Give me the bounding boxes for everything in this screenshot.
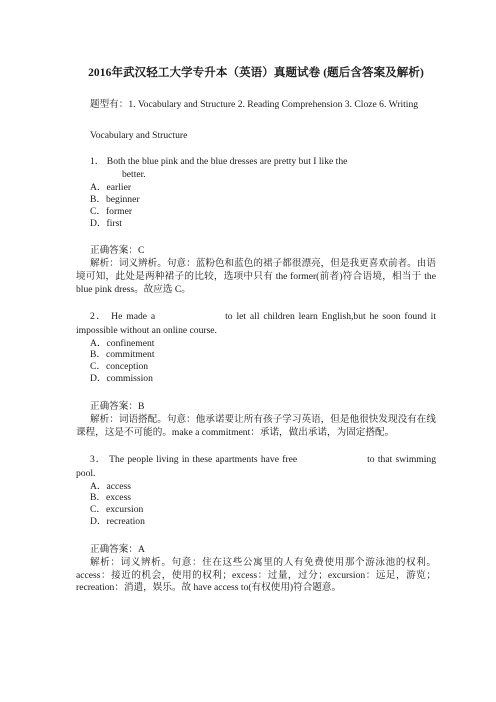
question-stem-text: 3． The people living in these apartments have free — [90, 454, 298, 466]
option-d: D．first — [90, 217, 122, 229]
question-stem — [76, 310, 436, 337]
option-a: A．confinement — [90, 337, 155, 349]
question-stem-tail: to that swimming pool. — [76, 454, 437, 479]
correct-answer: 正确答案：B — [90, 401, 145, 413]
section-heading: Vocabulary and Structure — [90, 129, 188, 141]
option-c: C．former — [90, 205, 133, 217]
question-stem-tail: better. — [122, 169, 146, 181]
option-c: C．conception — [90, 361, 149, 373]
correct-answer: 正确答案：C — [90, 245, 145, 257]
explanation-text: 解析：词义辨析。句意：蓝粉色和蓝色的裙子都很漂亮，但是我更喜欢前者。由语境可知，此处是两种裙子的比较，选项中只有 the former(前者)符合语境，相当于 the blue pink dress。故应选 C。 — [76, 258, 436, 295]
question-stem — [76, 155, 436, 182]
option-b: B．beginner — [90, 193, 140, 205]
question-stem-tail: to let all children learn English,but he soon found it impossible without an online course. — [76, 311, 436, 336]
question-stem-text: 2． He made a — [90, 311, 156, 323]
page-title: 2016年武汉轻工大学专升本（英语）真题试卷 (题后含答案及解析) — [88, 67, 424, 79]
option-b: B．excess — [90, 492, 132, 504]
question-stem — [76, 453, 436, 480]
explanation-text: 解析：词语搭配。句意：他承诺要让所有孩子学习英语，但是他很快发现没有在线课程，这是不可能的。make a commitment：承诺，做出承诺，为固定搭配。 — [76, 413, 436, 438]
explanation — [76, 258, 436, 296]
explanation — [76, 414, 436, 440]
option-d: D．recreation — [90, 516, 145, 528]
option-d: D．commission — [90, 373, 153, 385]
option-b: B．commitment — [90, 349, 155, 361]
question-1 — [76, 155, 436, 297]
option-a: A．access — [90, 480, 132, 492]
question-3 — [76, 453, 436, 595]
option-a: A．earlier — [90, 181, 132, 193]
explanation — [76, 557, 436, 595]
question-stem-text: 1． Both the blue pink and the blue dresses are pretty but I like the — [90, 155, 348, 167]
option-c: C．excursion — [90, 504, 144, 516]
question-types: 题型有：1. Vocabulary and Structure 2. Reading Comprehension 3. Cloze 6. Writing — [90, 99, 419, 110]
explanation-text: 解析：词义辨析。句意：住在这些公寓里的人有免费使用那个游泳池的权利。access：接近的机会，使用的权利；excess：过量，过分；excursion：远足，游览；recreation：消遣，娱乐。故 have access to(有权使用)符合题意。 — [76, 556, 436, 594]
question-2 — [76, 310, 436, 439]
correct-answer: 正确答案：A — [90, 544, 145, 556]
